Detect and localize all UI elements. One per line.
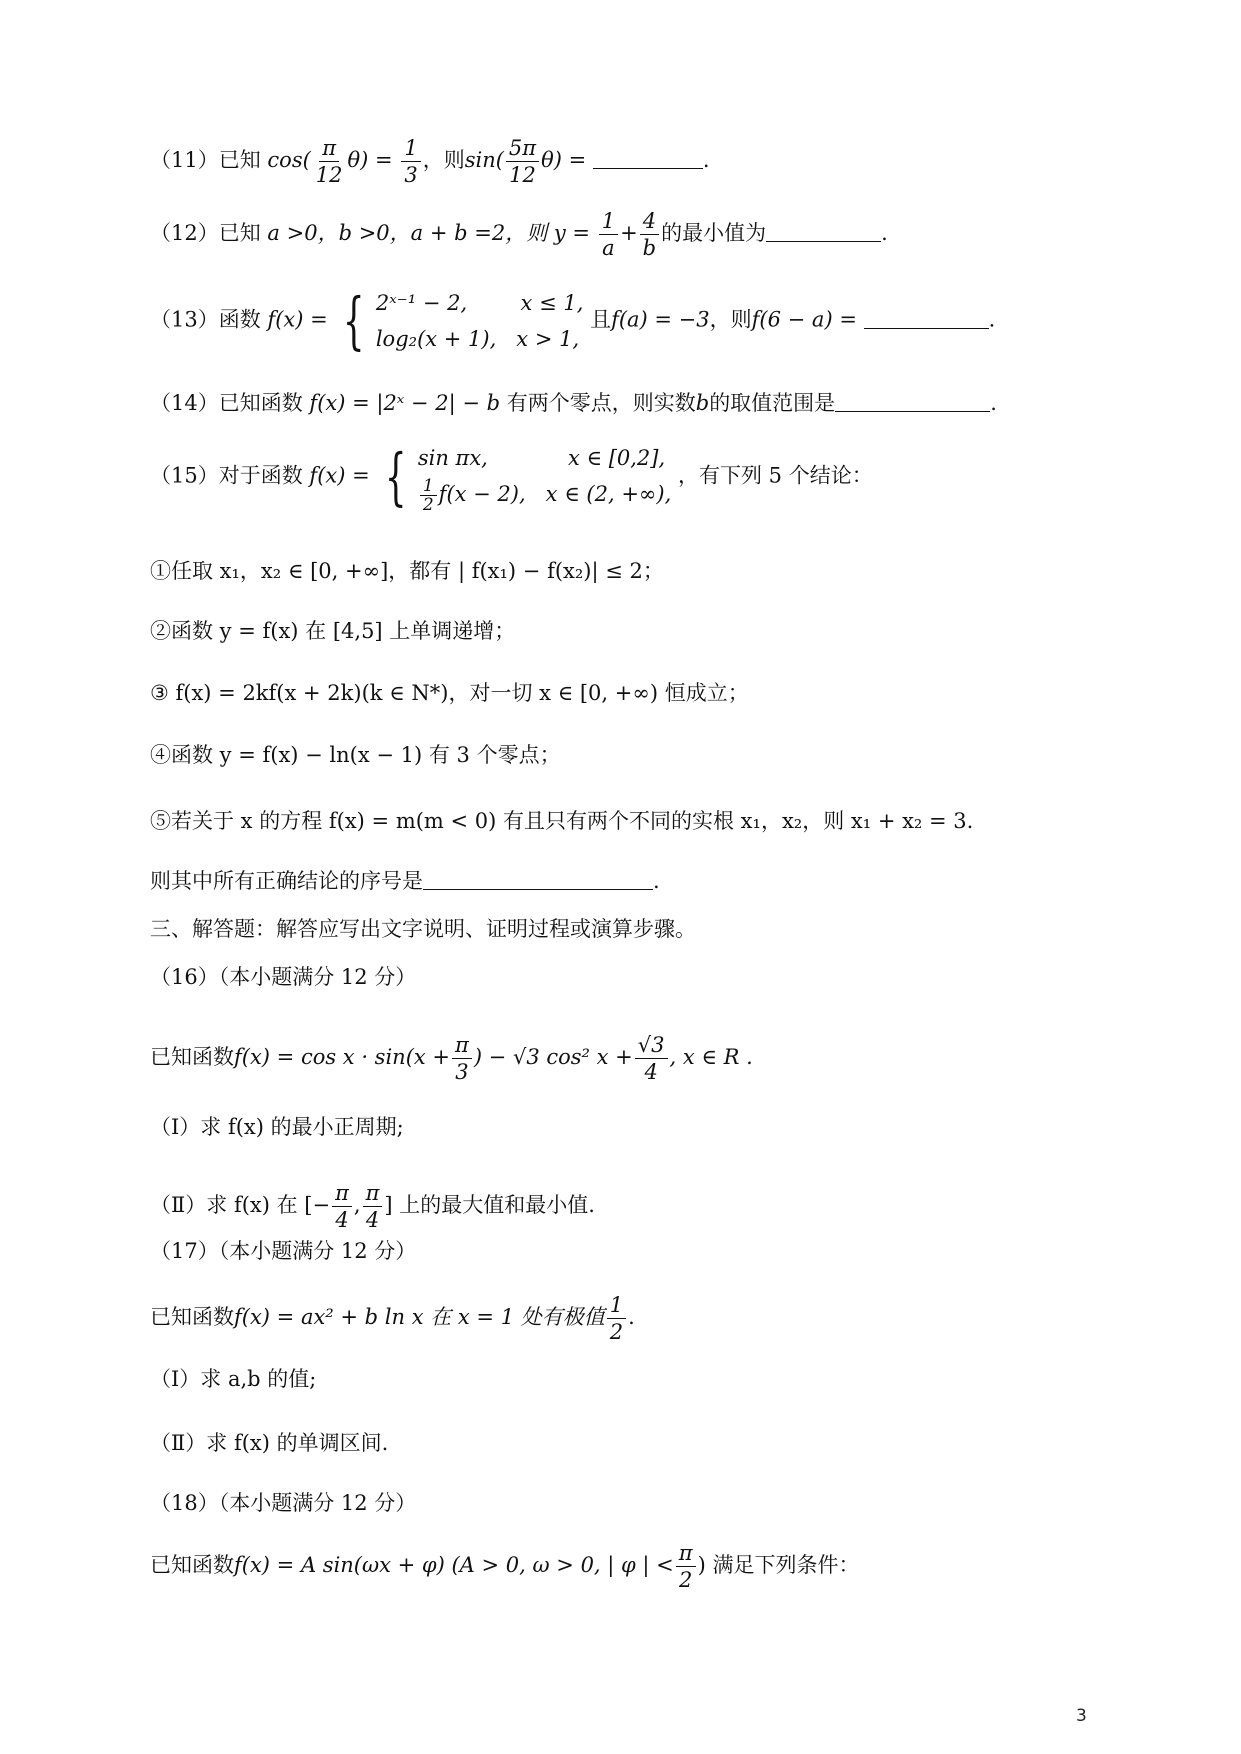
question-18-stem: 已知函数f(x) = A sin(ωx + φ) (A > 0, ω > 0, | φ | < $\frac{\pi}{2}$ ) 满足下列条件： <box>150 1541 860 1592</box>
answer-blank[interactable] <box>766 219 881 242</box>
piecewise: { 2ˣ⁻¹ − 2, x ≤ 1, log₂(x + 1), x > 1, <box>343 284 584 357</box>
question-17-part-2: （Ⅱ）求 f(x) 的单调区间. <box>150 1431 389 1455</box>
page-number: 3 <box>1076 1706 1087 1726</box>
fraction: $\frac{\pi}{2}$ <box>676 1540 696 1593</box>
brace-icon: { <box>343 284 365 357</box>
answer-blank[interactable] <box>864 306 989 329</box>
fraction: $\frac{\pi}{3}$ <box>452 1032 472 1085</box>
conclusion-3: ③ f(x) = 2kf(x + 2k)(k ∈ N*)，对一切 x ∈ [0, +∞) 恒成立； <box>150 681 749 705</box>
fraction: $\frac{5\pi}{12}$ <box>506 135 539 188</box>
piecewise: { sin πx, x ∈ [0,2], $\frac{1}{2}$ f(x − 2), x ∈ (2, +∞), <box>385 440 672 515</box>
question-16-stem: 已知函数f(x) = cos x · sin(x + $\frac{\pi}{3}$ ) − √3 cos² x + $\frac{√3}{4}$ , x ∈ R . <box>150 1033 753 1084</box>
answer-blank[interactable] <box>593 146 703 169</box>
conclusion-4: ④函数 y = f(x) − ln(x − 1) 有 3 个零点； <box>150 743 561 767</box>
fraction: $\frac{\pi}{4}$ <box>332 1180 352 1233</box>
question-17-stem: 已知函数f(x) = ax² + b ln x 在 x = 1 处有极值 $\frac{1}{2}$ . <box>150 1293 635 1344</box>
answer-blank[interactable] <box>423 867 653 890</box>
question-16-part-2: （Ⅱ）求 f(x) 在 [− $\frac{\pi}{4}$ , $\frac{\pi}{4}$ ] 上的最大值和最小值. <box>150 1181 595 1232</box>
question-17-part-1: （Ⅰ）求 a,b 的值; <box>150 1367 317 1391</box>
question-14: （14）已知函数 f(x) = |2ˣ − 2| − b 有两个零点，则实数b的取值范围是 . <box>150 391 997 415</box>
section-heading: 三、解答题：解答应写出文字说明、证明过程或演算步骤。 <box>150 917 696 941</box>
question-16-part-1: （Ⅰ）求 f(x) 的最小正周期; <box>150 1115 404 1139</box>
conclusion-prompt: 则其中所有正确结论的序号是 . <box>150 869 660 893</box>
question-15: （15）对于函数 f(x) = { sin πx, x ∈ [0,2], $\frac{1}{2}$ f(x − 2), x ∈ (2, +∞), ，有下列 5 个结论： <box>150 440 873 515</box>
fraction: $\frac{4}{b}$ <box>640 208 659 261</box>
fraction: $\frac{1}{3}$ <box>401 135 420 188</box>
question-17-header: （17）（本小题满分 12 分） <box>150 1239 417 1263</box>
fraction: $\frac{\pi}{4}$ <box>363 1180 383 1233</box>
fraction: $\frac{\pi}{12}$ <box>315 136 343 187</box>
question-16-header: （16）（本小题满分 12 分） <box>150 965 417 989</box>
fraction: $\frac{√3}{4}$ <box>635 1032 668 1085</box>
answer-blank[interactable] <box>835 389 990 412</box>
fraction: $\frac{1}{a}$ <box>599 208 618 261</box>
question-11: （11）已知 cos( $\frac{\pi}{12}$ θ) = $\frac{1}{3}$ ，则sin( $\frac{5\pi}{12}$ θ) = . <box>150 136 710 187</box>
conclusion-5: ⑤若关于 x 的方程 f(x) = m(m < 0) 有且只有两个不同的实根 x₁，x₂，则 x₁ + x₂ = 3. <box>150 809 974 833</box>
fraction: $\frac{1}{2}$ <box>607 1292 626 1345</box>
question-18-header: （18）（本小题满分 12 分） <box>150 1491 417 1515</box>
question-13: （13）函数 f(x) = { 2ˣ⁻¹ − 2, x ≤ 1, log₂(x + 1), x > 1, 且f(a) = −3，则f(6 − a) = . <box>150 284 996 357</box>
brace-icon: { <box>385 440 407 513</box>
question-12: （12）已知 a >0，b >0，a + b =2，则 y = $\frac{1}{a}$ + $\frac{4}{b}$ 的最小值为 . <box>150 209 888 260</box>
conclusion-2: ②函数 y = f(x) 在 [4,5] 上单调递增； <box>150 619 516 643</box>
conclusion-1: ①任取 x₁，x₂ ∈ [0, +∞]，都有 | f(x₁) − f(x₂)| ≤ 2； <box>150 559 664 583</box>
